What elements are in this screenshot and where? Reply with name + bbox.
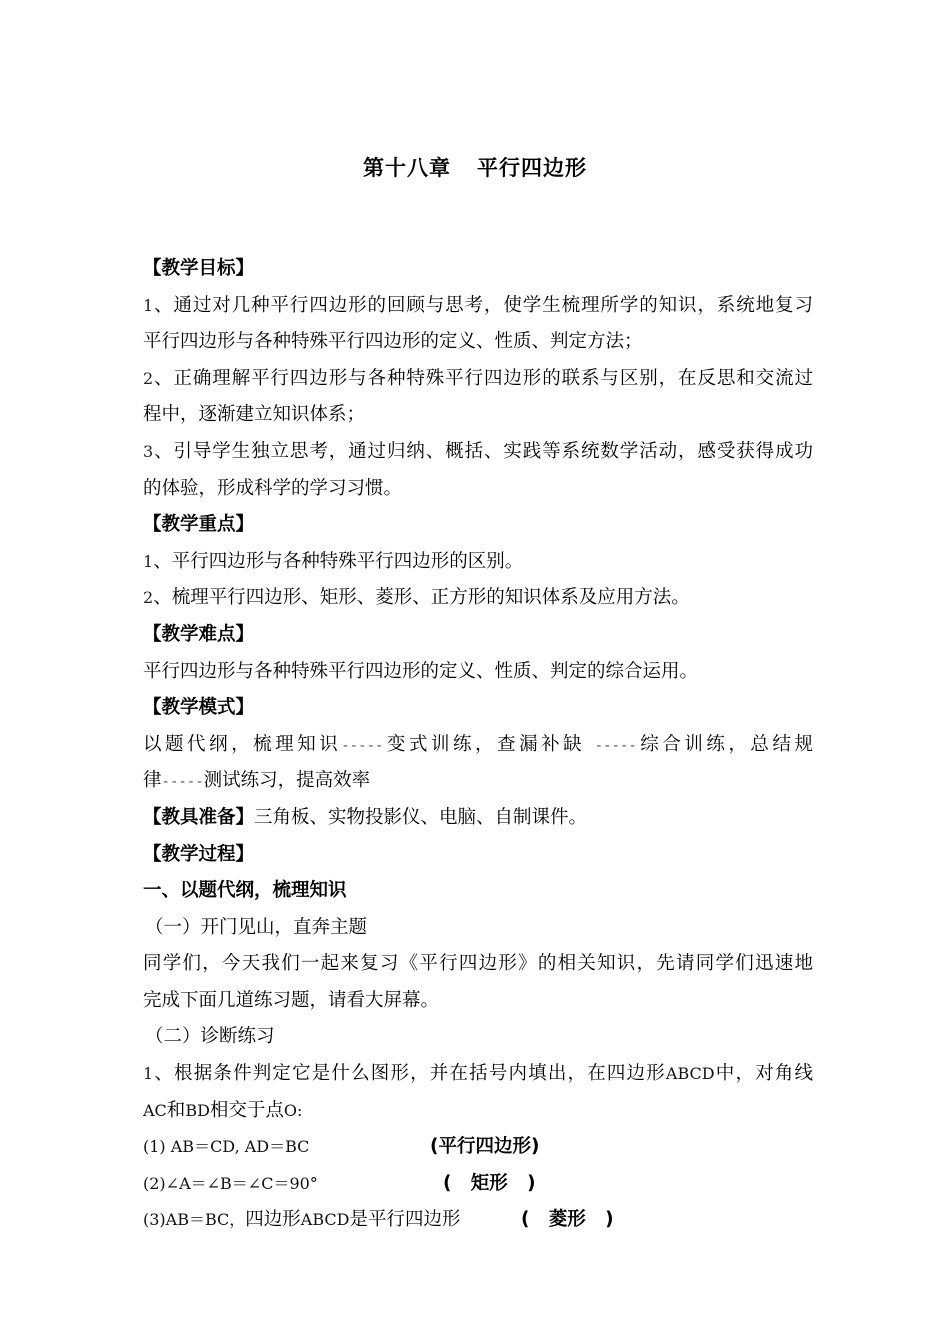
mode-heading: 【教学模式】 [143, 697, 255, 719]
diagonal-bd: BD [185, 1100, 210, 1120]
key-point-1 [143, 544, 813, 581]
intro-line-2: 完成下面几道练习题，请看大屏幕。 [143, 989, 440, 1011]
difficulty-heading: 【教学难点】 [143, 623, 255, 645]
key-point-2 [143, 580, 813, 617]
key-point-1-text: 、平行四边形与各种特殊平行四边形的区别。 [153, 550, 524, 572]
chapter-number: 第十八章 [363, 156, 451, 180]
objective-3-line-1 [143, 434, 813, 471]
mode-step-2: 变式训练，查漏补缺 [383, 733, 595, 755]
mode-dash-1: ----- [341, 737, 384, 754]
mode-step-1: 以题代纲，梳理知识 [143, 733, 342, 755]
objective-3-line-2: 的体验，形成科学的学习习惯。 [143, 477, 403, 499]
mode-step-4: 测试练习，提高效率 [203, 770, 371, 792]
mode-dash-3: ----- [161, 774, 204, 791]
chapter-name: 平行四边形 [477, 156, 587, 180]
point-o: O: [283, 1100, 303, 1120]
mode-dash-2: ----- [594, 737, 637, 754]
question-1-number: 1 [143, 1064, 154, 1084]
key-points-heading: 【教学重点】 [143, 514, 255, 536]
section-1-heading: 一、以题代纲，梳理知识 [143, 880, 347, 902]
diagonal-ac: AC [143, 1100, 167, 1120]
part-2-answer: ( 矩形 ) [443, 1172, 536, 1194]
mode-step-3: 综合训练，总结规 [636, 733, 813, 755]
part-3-answer: ( 菱形 ) [521, 1209, 614, 1231]
objective-1-line-1 [143, 288, 813, 325]
question-1-text-c: 中，对角线 [714, 1063, 813, 1085]
question-1-part-2 [143, 1166, 813, 1203]
objective-2-number: 2 [143, 368, 154, 388]
part-3-condition-a: (3)AB＝BC， [143, 1210, 246, 1230]
mode-line-1 [143, 727, 813, 764]
part-1-answer: (平行四边形) [430, 1136, 540, 1158]
question-1-intersect: 相交于点 [209, 1099, 284, 1121]
tools-line [143, 800, 813, 837]
mode-line-2 [143, 763, 813, 800]
subsection-2-heading: （二）诊断练习 [145, 1026, 275, 1048]
part-1-condition: (1) AB＝CD, AD＝BC [143, 1137, 310, 1157]
objective-2-line-2: 程中，逐渐建立知识体系； [143, 404, 366, 426]
mode-step-3-end: 律 [143, 770, 162, 792]
key-point-2-number: 2 [143, 588, 154, 608]
objective-2-text-1: 、正确理解平行四边形与各种特殊平行四边形的联系与区别，在反思和交流过 [153, 367, 813, 389]
process-heading: 【教学过程】 [143, 843, 255, 865]
question-1-quad-name: ABCD [665, 1064, 715, 1084]
part-2-condition: (2)∠A＝∠B＝∠C＝90° [143, 1173, 318, 1193]
question-1-text-a: 、根据条件判定它是什么图形，并在括号内填出，在四边形 [153, 1063, 666, 1085]
page-title [0, 152, 950, 182]
part-3-condition-c: ABCD [300, 1210, 350, 1230]
question-1-line-1 [143, 1056, 813, 1093]
subsection-1-heading: （一）开门见山，直奔主题 [145, 916, 368, 938]
objective-3-text-1: 、引导学生独立思考，通过归纳、概括、实践等系统数学活动，感受获得成功 [153, 440, 813, 462]
question-1-line-2 [143, 1093, 813, 1130]
intro-line-1: 同学们，今天我们一起来复习《平行四边形》的相关知识，先请同学们迅速地 [143, 953, 813, 975]
question-1-part-3 [143, 1202, 813, 1239]
difficulty-text: 平行四边形与各种特殊平行四边形的定义、性质、判定的综合运用。 [143, 660, 699, 682]
key-point-1-number: 1 [143, 551, 154, 571]
question-1-and: 和 [166, 1099, 186, 1121]
objective-1-text-1: 、通过对几种平行四边形的回顾与思考，使学生梳理所学的知识，系统地复习 [153, 294, 813, 316]
objective-1-number: 1 [143, 295, 154, 315]
part-3-condition-b: 四边形 [245, 1209, 301, 1231]
tools-text: 三角板、实物投影仪、电脑、自制课件。 [254, 806, 588, 828]
objectives-heading: 【教学目标】 [143, 258, 255, 279]
tools-heading: 【教具准备】 [143, 806, 255, 828]
question-1-part-1 [143, 1129, 813, 1166]
document-body [143, 251, 813, 1239]
objective-3-number: 3 [143, 441, 154, 461]
part-3-condition-d: 是平行四边形 [349, 1209, 461, 1231]
objective-1-line-2: 平行四边形与各种特殊平行四边形的定义、性质、判定方法； [143, 331, 643, 353]
key-point-2-text: 、梳理平行四边形、矩形、菱形、正方形的知识体系及应用方法。 [153, 587, 690, 609]
objective-2-line-1 [143, 361, 813, 398]
